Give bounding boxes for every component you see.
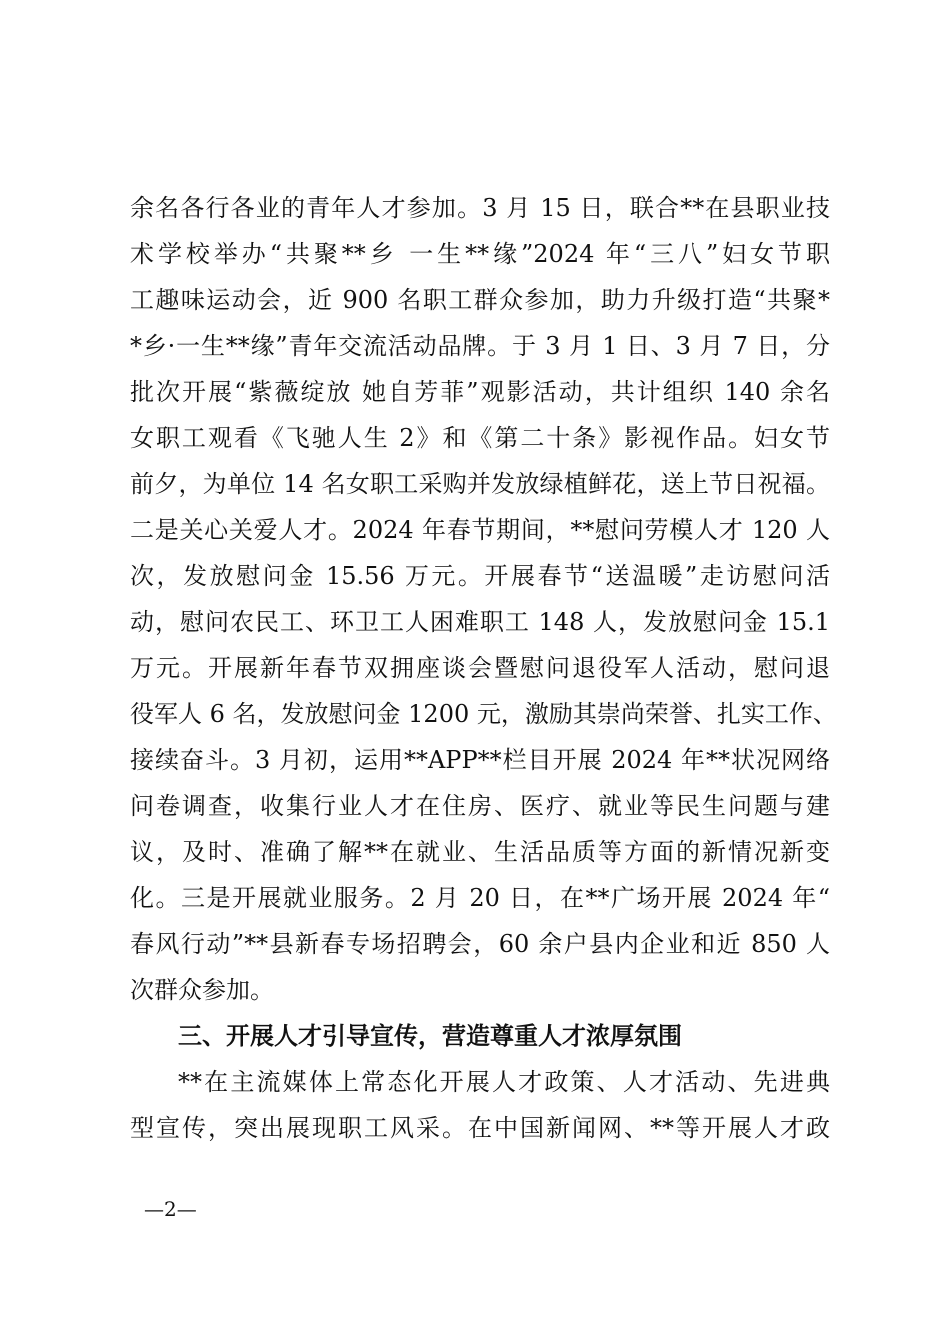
page-number: —2— [144, 1197, 197, 1221]
body-line: 型宣传，突出展现职工风采。在中国新闻网、**等开展人才政 [130, 1114, 830, 1142]
body-line: 接续奋斗。3 月初，运用**APP**栏目开展 2024 年**状况网络 [130, 746, 830, 774]
body-line: 议，及时、准确了解**在就业、生活品质等方面的新情况新变 [130, 838, 830, 866]
section-heading: 三、开展人才引导宣传，营造尊重人才浓厚氛围 [178, 1022, 682, 1050]
body-line: 役军人 6 名，发放慰问金 1200 元，激励其崇尚荣誉、扎实工作、 [130, 700, 837, 728]
body-line: 批次开展“紫薇绽放 她自芳菲”观影活动，共计组织 140 余名 [130, 378, 830, 406]
body-line: 女职工观看《飞驰人生 2》和《第二十条》影视作品。妇女节 [130, 424, 830, 452]
body-line: *乡·一生**缘”青年交流活动品牌。于 3 月 1 日、3 月 7 日，分 [130, 332, 830, 360]
body-line: 次群众参加。 [130, 976, 274, 1004]
body-line: 春风行动”**县新春专场招聘会，60 余户县内企业和近 850 人 [130, 930, 830, 958]
body-line: 问卷调查，收集行业人才在住房、医疗、就业等民生问题与建 [130, 792, 830, 820]
body-line: 余名各行各业的青年人才参加。3 月 15 日，联合**在县职业技 [130, 194, 830, 222]
body-line: 万元。开展新年春节双拥座谈会暨慰问退役军人活动，慰问退 [130, 654, 830, 682]
body-line: 工趣味运动会，近 900 名职工群众参加，助力升级打造“共聚* [130, 286, 830, 314]
body-line: **在主流媒体上常态化开展人才政策、人才活动、先进典 [178, 1068, 830, 1096]
body-line: 化。三是开展就业服务。2 月 20 日，在**广场开展 2024 年“ [130, 884, 830, 912]
body-line: 次，发放慰问金 15.56 万元。开展春节“送温暖”走访慰问活 [130, 562, 830, 590]
body-line: 前夕，为单位 14 名女职工采购并发放绿植鲜花，送上节日祝福。 [130, 470, 830, 498]
body-line: 术学校举办“共聚**乡 一生**缘”2024 年“三八”妇女节职 [130, 240, 830, 268]
body-line: 动，慰问农民工、环卫工人困难职工 148 人，发放慰问金 15.1 [130, 608, 830, 636]
body-line: 二是关心关爱人才。2024 年春节期间，**慰问劳模人才 120 人 [130, 516, 830, 544]
